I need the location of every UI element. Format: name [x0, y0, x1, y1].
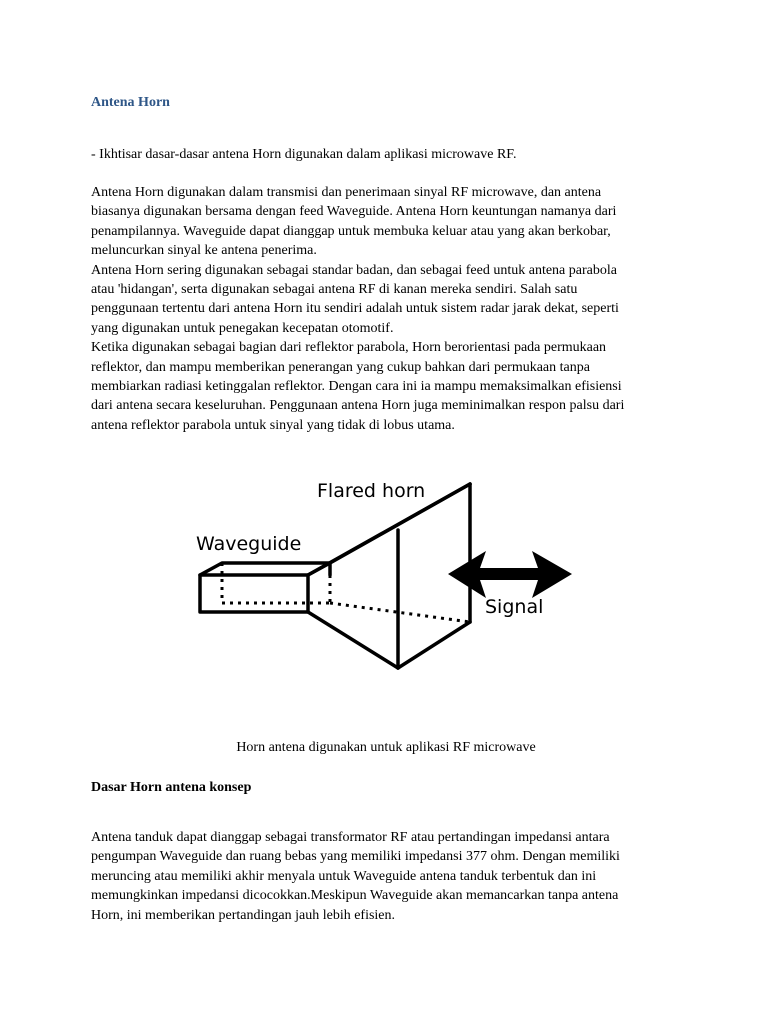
text-line: atau 'hidangan', serta digunakan sebagai antena RF di kanan mereka sendiri. Salah satu [91, 282, 578, 298]
text-line: membiarkan radiasi ketinggalan reflektor. Dengan cara ini ia mampu memaksimalkan efisiensi [91, 379, 622, 395]
text-line: reflektor, dan mampu memberikan penerangan yang cukup bahkan dari permukaan tanpa [91, 359, 590, 375]
waveguide-front-face [200, 575, 308, 612]
text-line: Antena Horn sering digunakan sebagai standar badan, dan sebagai feed untuk antena parabola [91, 262, 617, 278]
figure-caption: Horn antena digunakan untuk aplikasi RF microwave [236, 740, 536, 755]
text-line: Ketika digunakan sebagai bagian dari reflektor parabola, Horn berorientasi pada permukaan [91, 340, 607, 356]
signal-arrow-icon [448, 551, 572, 598]
signal-label: Signal [485, 596, 544, 618]
text-line: Antena Horn digunakan dalam transmisi dan penerimaan sinyal RF microwave, dan antena [91, 185, 602, 200]
horn-bottom-edge [308, 612, 398, 668]
text-line: biasanya digunakan bersama dengan feed Waveguide. Antena Horn keuntungan namanya dari [91, 204, 617, 220]
text-line: Antena tanduk dapat dianggap sebagai transformator RF atau pertandingan impedansi antara [91, 830, 610, 845]
intro-text: - Ikhtisar dasar-dasar antena Horn digunakan dalam aplikasi microwave RF. [91, 147, 517, 162]
text-line: memungkinkan impedansi dicocokkan.Meskipun Waveguide akan memancarkan tanpa antena [91, 888, 619, 904]
text-line: meruncing atau memiliki akhir menyala untuk Waveguide antena tanduk terbentuk dan ini [91, 868, 597, 884]
text-line: dari antena secara keseluruhan. Penggunaan antena Horn juga meminimalkan respon palsu dari [91, 398, 625, 414]
waveguide-label: Waveguide [196, 533, 302, 555]
horn-antenna-diagram [190, 470, 590, 680]
section-heading: Dasar Horn antena konsep [91, 780, 252, 795]
text-line: meluncurkan sinyal ke antena penerima. [91, 243, 317, 259]
text-line: Horn, ini memberikan pertandingan jauh lebih efisien. [91, 907, 396, 923]
text-line: pengumpan Waveguide dan ruang bebas yang memiliki impedansi 377 ohm. Dengan memiliki [91, 849, 620, 865]
body-paragraph-1 [91, 183, 691, 435]
text-line: penggunaan tertentu dari antena Horn itu sendiri adalah untuk sistem radar jarak dekat, seperti [91, 301, 619, 317]
text-line: penampilannya. Waveguide dapat dianggap untuk membuka keluar atau yang akan berkobar, [91, 223, 611, 239]
text-line: antena reflektor parabola untuk sinyal yang tidak di lobus utama. [91, 417, 455, 433]
text-line: yang digunakan untuk penegakan kecepatan otomotif. [91, 320, 394, 336]
hidden-horn-floor [330, 603, 470, 622]
body-paragraph-2 [91, 828, 691, 925]
horn-mouth-bottom [398, 622, 470, 668]
flared-horn-label: Flared horn [317, 480, 426, 502]
page-title: Antena Horn [91, 95, 170, 110]
